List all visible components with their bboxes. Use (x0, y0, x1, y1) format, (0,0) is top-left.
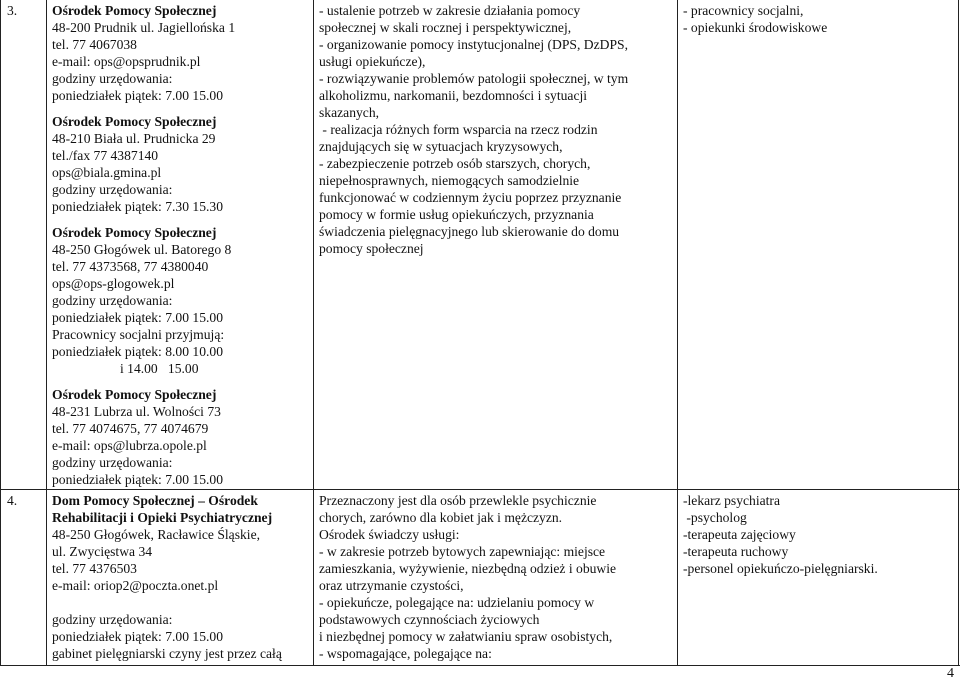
office-line: 48-231 Lubrza ul. Wolności 73 (52, 404, 221, 419)
scope-line: świadczenia pielęgnacyjnego lub skierowanie do domu (319, 224, 620, 239)
office-line: Pracownicy socjalni przyjmują: (52, 327, 225, 342)
scope-line: zamieszkania, wyżywienie, niezbędną odzież i obuwie (319, 561, 617, 576)
page-number: 4 (947, 666, 954, 681)
office-line: poniedziałek piątek: 7.00 15.00 (52, 88, 224, 103)
table-border-bottom (0, 665, 960, 666)
column-divider-3 (677, 0, 678, 666)
office-line: tel./fax 77 4387140 (52, 148, 159, 163)
row-number: 4. (7, 493, 18, 508)
office-name: Ośrodek Pomocy Społecznej (52, 387, 217, 402)
office-line: 48-200 Prudnik ul. Jagiellońska 1 (52, 20, 236, 35)
scope-line: funkcjonować w codziennym życiu poprzez przyznanie (319, 190, 622, 205)
staff-item: -terapeuta zajęciowy (683, 527, 796, 542)
facility-line: tel. 77 4376503 (52, 561, 137, 576)
office-name: Ośrodek Pomocy Społecznej (52, 3, 217, 18)
office-line: tel. 77 4067038 (52, 37, 137, 52)
scope-line: - realizacja różnych form wsparcia na rzecz rodzin (319, 122, 598, 137)
facility-staff (683, 492, 878, 577)
scope-line: Przeznaczony jest dla osób przewlekle psychicznie (319, 493, 597, 508)
scope-line: społecznej w skali rocznej i perspektywicznej, (319, 20, 572, 35)
row-number: 3. (7, 3, 18, 18)
staff-item: -lekarz psychiatra (683, 493, 780, 508)
facility-line: ul. Zwycięstwa 34 (52, 544, 153, 559)
scope-line: - zabezpieczenie potrzeb osób starszych, chorych, (319, 156, 591, 171)
scope-line: oraz utrzymanie czystości, (319, 578, 464, 593)
scope-line: pomocy w formie usług opiekuńczych, przyznania (319, 207, 594, 222)
office-list (52, 2, 235, 488)
office-line: godziny urzędowania: (52, 293, 173, 308)
office-line: 48-250 Głogówek ul. Batorego 8 (52, 242, 232, 257)
office-line: poniedziałek piątek: 8.00 10.00 (52, 344, 224, 359)
office-line: tel. 77 4373568, 77 4380040 (52, 259, 209, 274)
scope-line: alkoholizmu, narkomanii, bezdomności i sytuacji (319, 88, 588, 103)
facility-line: 48-250 Głogówek, Racławice Śląskie, (52, 527, 261, 542)
scope-line: skazanych, (319, 105, 380, 120)
staff-item: -personel opiekuńczo-pielęgniarski. (683, 561, 878, 576)
table-border-left (0, 0, 1, 666)
staff-item: -psycholog (683, 510, 747, 525)
office-entry (52, 2, 235, 104)
scope-line: - ustalenie potrzeb w zakresie działania pomocy (319, 3, 581, 18)
staff-item: - pracownicy socjalni, (683, 3, 804, 18)
office-line: godziny urzędowania: (52, 182, 173, 197)
office-line: ops@biala.gmina.pl (52, 165, 162, 180)
scope-line: - wspomagające, polegające na: (319, 646, 492, 661)
table-border-right (958, 0, 959, 666)
facility-name: Rehabilitacji i Opieki Psychiatrycznej (52, 510, 273, 525)
scope-line: chorych, zarówno dla kobiet jak i mężczyzn. (319, 510, 563, 525)
facility-line: e-mail: oriop2@poczta.onet.pl (52, 578, 219, 593)
facility-line: poniedziałek piątek: 7.00 15.00 (52, 629, 224, 644)
scope-line: niepełnosprawnych, niemogących samodzielnie (319, 173, 580, 188)
office-entry (52, 224, 235, 377)
facility-line: gabinet pielęgniarski czyny jest przez całą (52, 646, 282, 661)
office-line: ops@ops-glogowek.pl (52, 276, 175, 291)
office-line: poniedziałek piątek: 7.00 15.00 (52, 310, 224, 325)
facility-line (52, 594, 282, 611)
scope-line: Ośrodek świadczy usługi: (319, 527, 460, 542)
office-line: poniedziałek piątek: 7.00 15.00 (52, 472, 224, 487)
staff-item: -terapeuta ruchowy (683, 544, 789, 559)
scope-of-services (319, 2, 628, 257)
staff-list (683, 2, 827, 36)
row-divider (0, 489, 960, 490)
column-divider-1 (46, 0, 47, 666)
staff-item: - opiekunki środowiskowe (683, 20, 828, 35)
facility-entry (52, 492, 282, 662)
office-line: godziny urzędowania: (52, 71, 173, 86)
office-line: godziny urzędowania: (52, 455, 173, 470)
scope-line: znajdujących się w sytuacjach kryzysowych, (319, 139, 563, 154)
scope-line: - w zakresie potrzeb bytowych zapewniając: miejsce (319, 544, 606, 559)
column-divider-2 (313, 0, 314, 666)
office-line: poniedziałek piątek: 7.30 15.30 (52, 199, 224, 214)
facility-name: Dom Pomocy Społecznej – Ośrodek (52, 493, 258, 508)
scope-line: podstawowych czynnościach życiowych (319, 612, 540, 627)
office-entry (52, 386, 235, 488)
office-line: i 14.00 15.00 (52, 361, 199, 376)
scope-line: pomocy społecznej (319, 241, 424, 256)
facility-line: godziny urzędowania: (52, 612, 173, 627)
office-line: 48-210 Biała ul. Prudnicka 29 (52, 131, 216, 146)
office-name: Ośrodek Pomocy Społecznej (52, 225, 217, 240)
scope-line: usługi opiekuńcze), (319, 54, 426, 69)
scope-line: i niezbędnej pomocy w załatwianiu spraw osobistych, (319, 629, 613, 644)
scope-line: - rozwiązywanie problemów patologii społecznej, w tym (319, 71, 629, 86)
office-line: e-mail: ops@opsprudnik.pl (52, 54, 201, 69)
office-entry (52, 113, 235, 215)
office-line: tel. 77 4074675, 77 4074679 (52, 421, 209, 436)
scope-line: - organizowanie pomocy instytucjonalnej (DPS, DzDPS, (319, 37, 628, 52)
facility-services (319, 492, 616, 662)
office-name: Ośrodek Pomocy Społecznej (52, 114, 217, 129)
scope-line: - opiekuńcze, polegające na: udzielaniu pomocy w (319, 595, 595, 610)
office-line: e-mail: ops@lubrza.opole.pl (52, 438, 207, 453)
